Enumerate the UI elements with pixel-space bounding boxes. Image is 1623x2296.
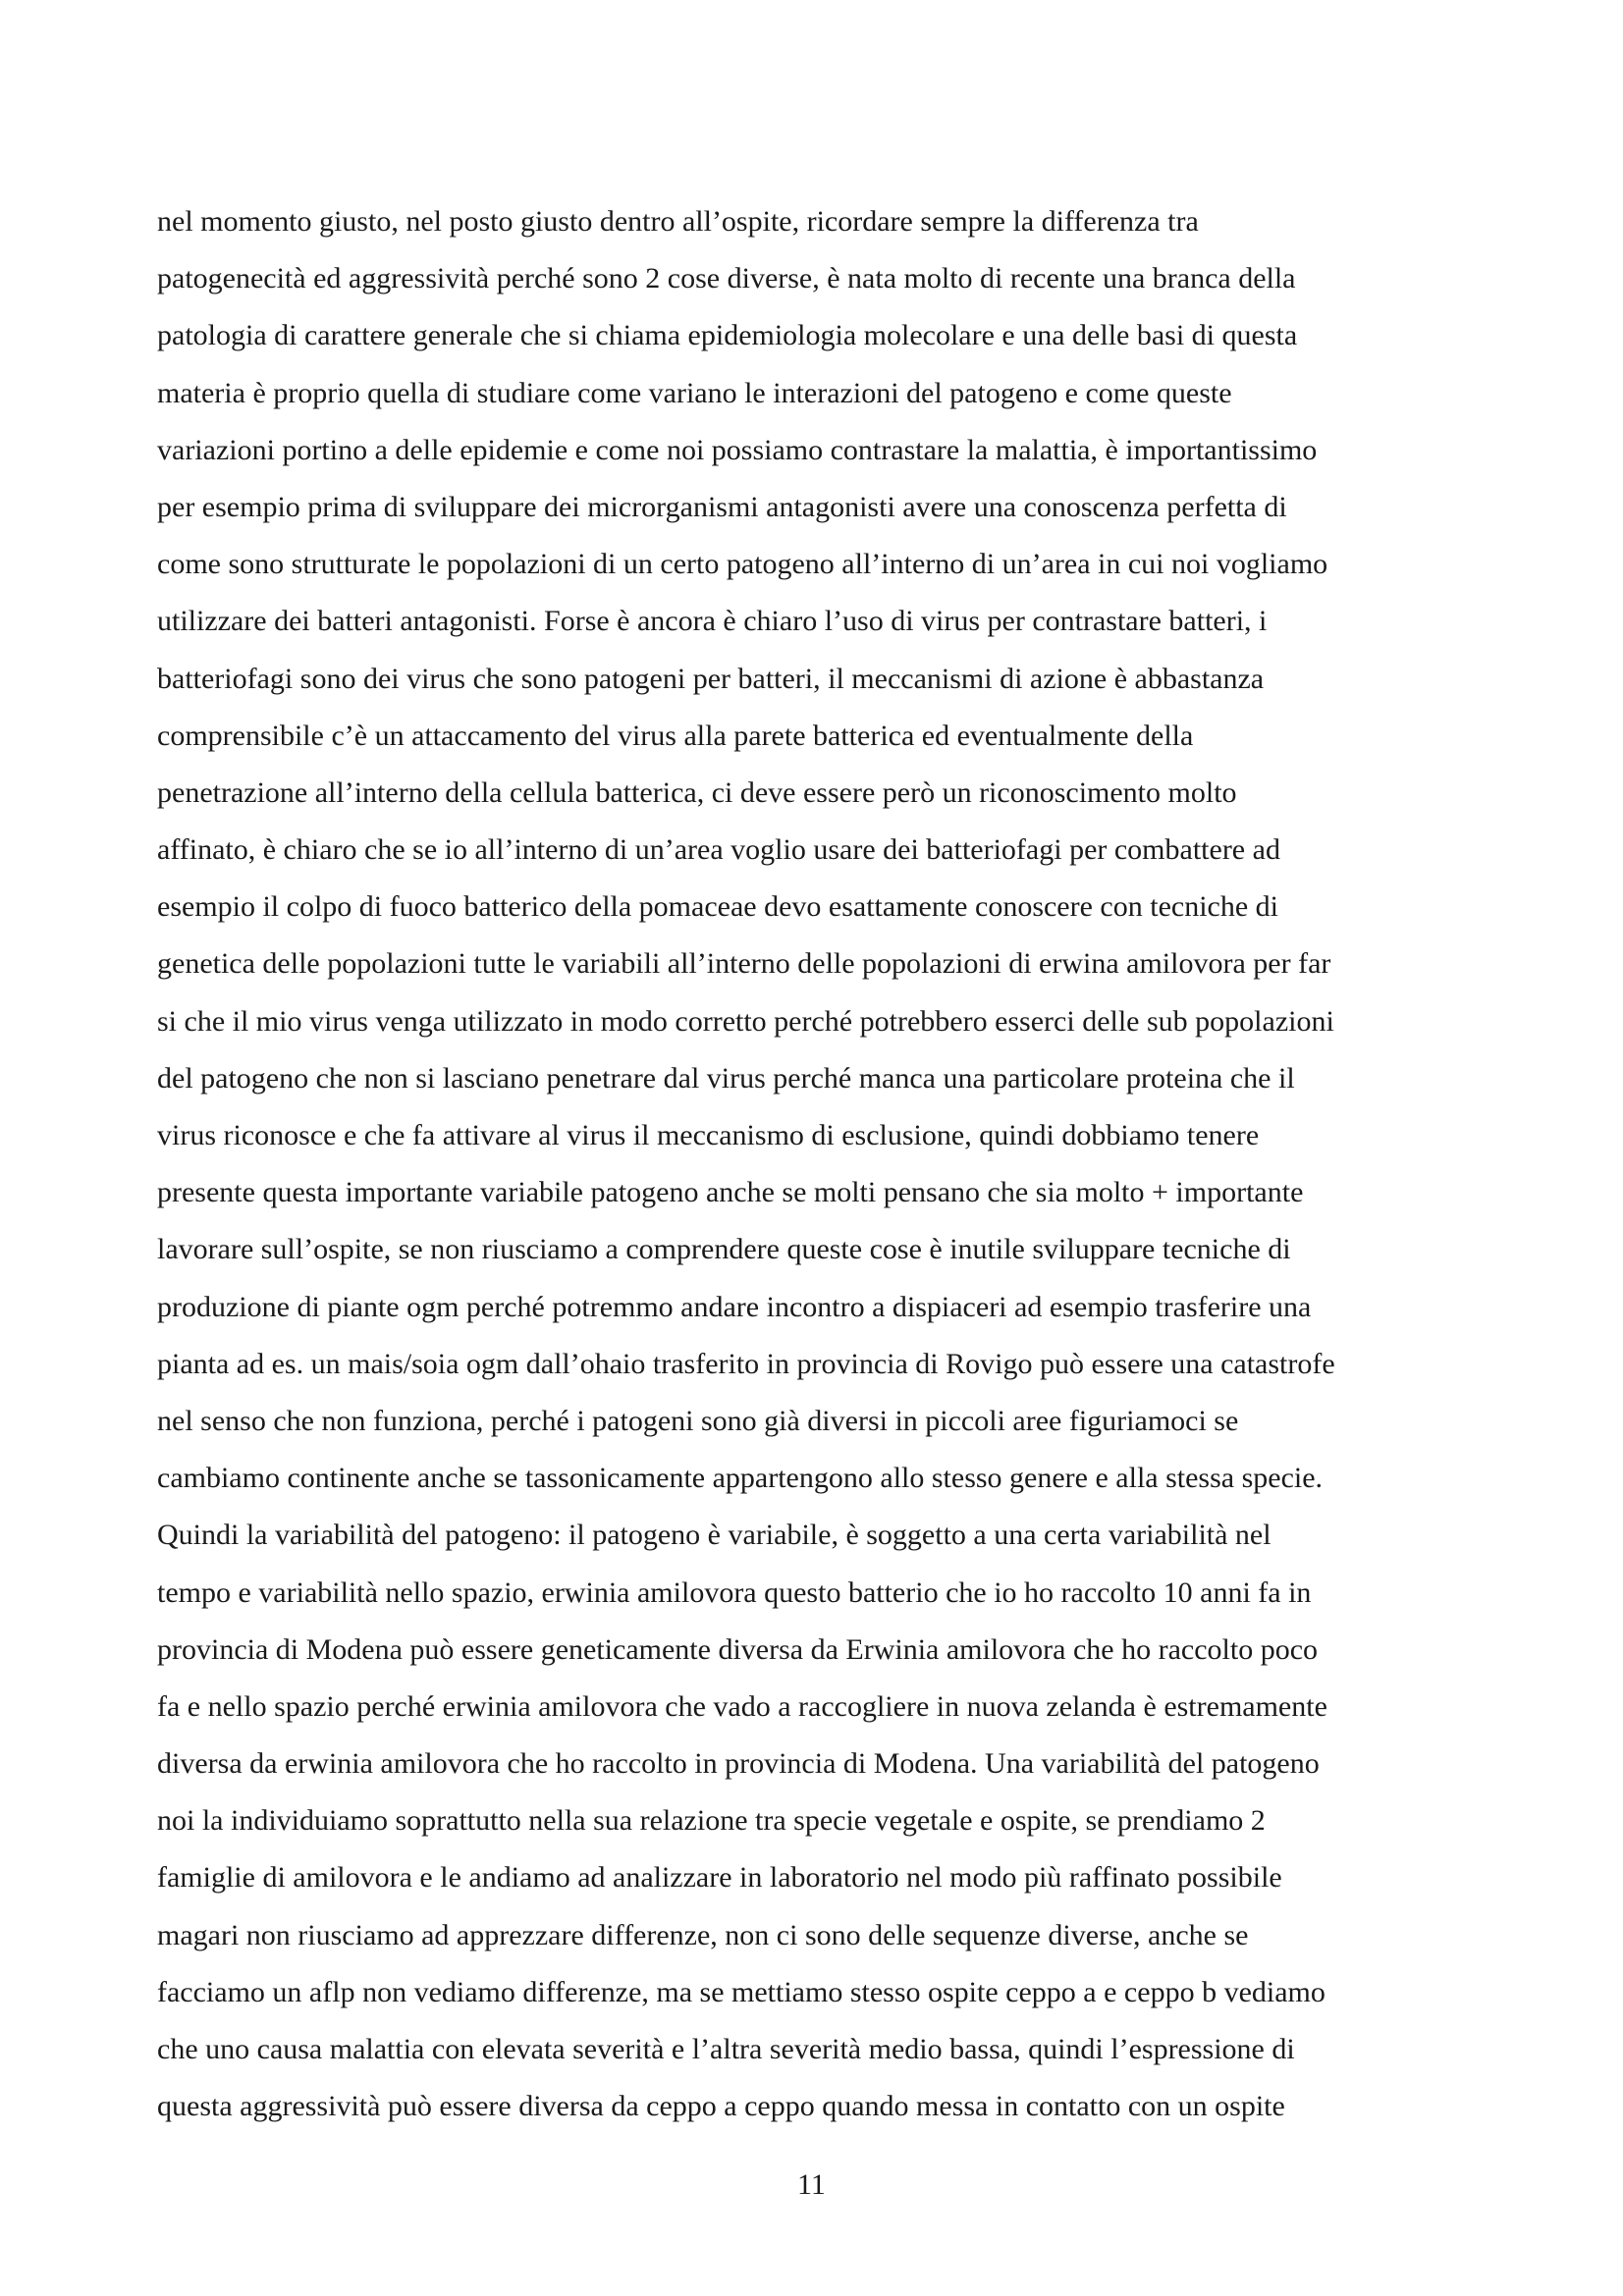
text-line: questa aggressività può essere diversa da ceppo a ceppo quando messa in contatto con un ospite bbox=[157, 2090, 1285, 2123]
text-line: famiglie di amilovora e le andiamo ad analizzare in laboratorio nel modo più raffinato possibile bbox=[157, 1861, 1282, 1895]
text-line: comprensibile c’è un attaccamento del virus alla parete batterica ed eventualmente della bbox=[157, 719, 1194, 752]
text-line: nel senso che non funziona, perché i patogeni sono già diversi in piccoli aree figuriamoci se bbox=[157, 1404, 1239, 1437]
text-line: come sono strutturate le popolazioni di un certo patogeno all’interno di un’area in cui noi vogliamo bbox=[157, 548, 1328, 581]
page-number: 11 bbox=[797, 2168, 826, 2201]
text-line: noi la individuiamo soprattutto nella sua relazione tra specie vegetale e ospite, se prendiamo 2 bbox=[157, 1804, 1266, 1838]
text-line: genetica delle popolazioni tutte le variabili all’interno delle popolazioni di erwina amilovora per far bbox=[157, 947, 1331, 981]
text-line: magari non riusciamo ad apprezzare differenze, non ci sono delle sequenze diverse, anche se bbox=[157, 1918, 1249, 1951]
text-line: cambiamo continente anche se tassonicamente appartengono allo stesso genere e alla stessa specie. bbox=[157, 1462, 1324, 1495]
text-line: Quindi la variabilità del patogeno: il patogeno è variabile, è soggetto a una certa variabilità nel bbox=[157, 1519, 1271, 1552]
text-line: patologia di carattere generale che si chiama epidemiologia molecolare e una delle basi di questa bbox=[157, 319, 1298, 352]
text-line: materia è proprio quella di studiare come variano le interazioni del patogeno e come queste bbox=[157, 376, 1232, 409]
text-line: utilizzare dei batteri antagonisti. Forse è ancora è chiaro l’uso di virus per contrastare batteri, i bbox=[157, 605, 1268, 638]
text-line: affinato, è chiaro che se io all’interno di un’area voglio usare dei batteriofagi per combattere ad bbox=[157, 833, 1280, 867]
text-line: variazioni portino a delle epidemie e come noi possiamo contrastare la malattia, è importantissimo bbox=[157, 433, 1318, 466]
text-line: del patogeno che non si lasciano penetrare dal virus perché manca una particolare proteina che il bbox=[157, 1061, 1295, 1095]
text-line: esempio il colpo di fuoco batterico della pomaceae devo esattamente conoscere con tecniche di bbox=[157, 890, 1279, 924]
text-line: provincia di Modena può essere geneticamente diversa da Erwinia amilovora che ho raccolto poco bbox=[157, 1632, 1319, 1666]
text-line: si che il mio virus venga utilizzato in modo corretto perché potrebbero esserci delle sub popolazioni bbox=[157, 1004, 1334, 1038]
text-line: che uno causa malattia con elevata severità e l’altra severità medio bassa, quindi l’espressione di bbox=[157, 2033, 1295, 2065]
text-line: batteriofagi sono dei virus che sono patogeni per batteri, il meccanismi di azione è abbastanza bbox=[157, 662, 1265, 695]
text-line: tempo e variabilità nello spazio, erwinia amilovora questo batterio che io ho raccolto 10 anni fa in bbox=[157, 1575, 1312, 1609]
text-line: diversa da erwinia amilovora che ho raccolto in provincia di Modena. Una variabilità del patogeno bbox=[157, 1747, 1320, 1781]
body-paragraph bbox=[157, 193, 1492, 2135]
text-line: nel momento giusto, nel posto giusto dentro all’ospite, ricordare sempre la differenza tra bbox=[157, 205, 1199, 238]
text-line: presente questa importante variabile patogeno anche se molti pensano che sia molto + importante bbox=[157, 1176, 1304, 1209]
text-line: lavorare sull’ospite, se non riusciamo a comprendere queste cose è inutile sviluppare tecniche di bbox=[157, 1233, 1291, 1266]
text-line: patogenecità ed aggressività perché sono 2 cose diverse, è nata molto di recente una branca della bbox=[157, 262, 1296, 295]
text-line: pianta ad es. un mais/soia ogm dall’ohaio trasferito in provincia di Rovigo può essere una catastrofe bbox=[157, 1347, 1335, 1380]
text-line: fa e nello spazio perché erwinia amilovora che vado a raccogliere in nuova zelanda è estremamente bbox=[157, 1689, 1327, 1723]
text-line: produzione di piante ogm perché potremmo andare incontro a dispiaceri ad esempio trasferire una bbox=[157, 1290, 1312, 1323]
text-line: penetrazione all’interno della cellula batterica, ci deve essere però un riconoscimento molto bbox=[157, 775, 1237, 809]
text-line: per esempio prima di sviluppare dei microrganismi antagonisti avere una conoscenza perfetta di bbox=[157, 490, 1287, 523]
text-line: facciamo un aflp non vediamo differenze, ma se mettiamo stesso ospite ceppo a e ceppo b vediamo bbox=[157, 1975, 1325, 2008]
text-line: virus riconosce e che fa attivare al virus il meccanismo di esclusione, quindi dobbiamo tenere bbox=[157, 1119, 1260, 1151]
